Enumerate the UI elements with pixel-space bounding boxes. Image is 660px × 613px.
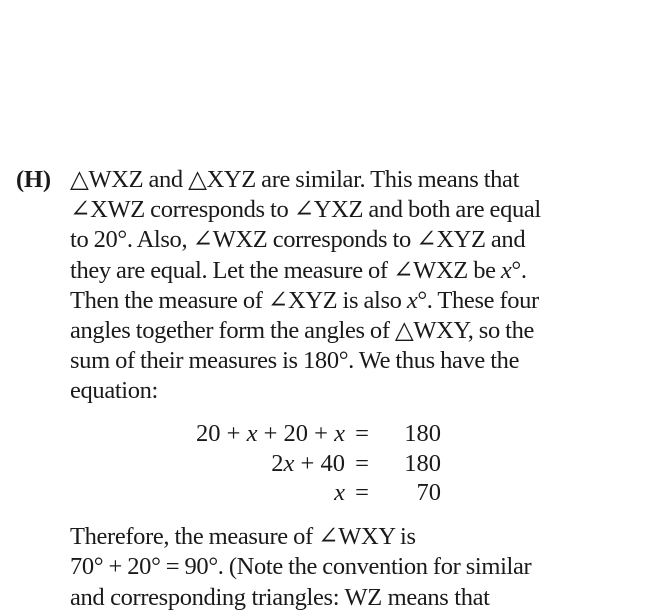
clipped-line: and corresponding triangles: WZ means that <box>70 584 490 611</box>
paragraph-line: to 20°. Also, ∠WXZ corresponds to ∠XYZ and <box>70 226 526 254</box>
paragraph-line: Therefore, the measure of ∠WXY is <box>70 523 416 550</box>
paragraph-line: △WXZ and △XYZ are similar. This means that <box>70 166 520 193</box>
equation-lhs: x <box>334 479 345 506</box>
paragraph-line: ∠XWZ corresponds to ∠YXZ and both are equal <box>70 196 541 224</box>
paragraph-line: 70° + 20° = 90°. (Note the convention for similar <box>70 553 532 581</box>
equation-lhs: 20 + x + 20 + x <box>196 420 345 447</box>
paragraph-line: equation: <box>70 377 159 405</box>
item-label: (H) <box>16 166 51 193</box>
equation-row <box>160 449 441 479</box>
paragraph-line: angles together form the angles of △WXY, so the <box>70 317 534 345</box>
equation-rhs: 180 <box>404 420 441 447</box>
equation-row <box>160 419 441 449</box>
equation-row <box>160 478 441 508</box>
equation-lhs: 2x + 40 <box>271 449 345 477</box>
equation-rhs: 70 <box>416 479 441 506</box>
paragraph-line: they are equal. Let the measure of ∠WXZ be x°. <box>70 256 527 284</box>
equals-sign: = <box>355 420 369 447</box>
equation-block <box>160 419 441 508</box>
paragraph-line: sum of their measures is 180°. We thus have the <box>70 347 520 375</box>
solution-paragraph-1 <box>70 165 650 407</box>
equation-rhs: 180 <box>404 449 441 477</box>
equals-sign: = <box>355 479 369 506</box>
paragraph-line: Then the measure of ∠XYZ is also x°. These four <box>70 286 539 314</box>
equals-sign: = <box>355 449 369 477</box>
solution-paragraph-2 <box>70 522 650 582</box>
